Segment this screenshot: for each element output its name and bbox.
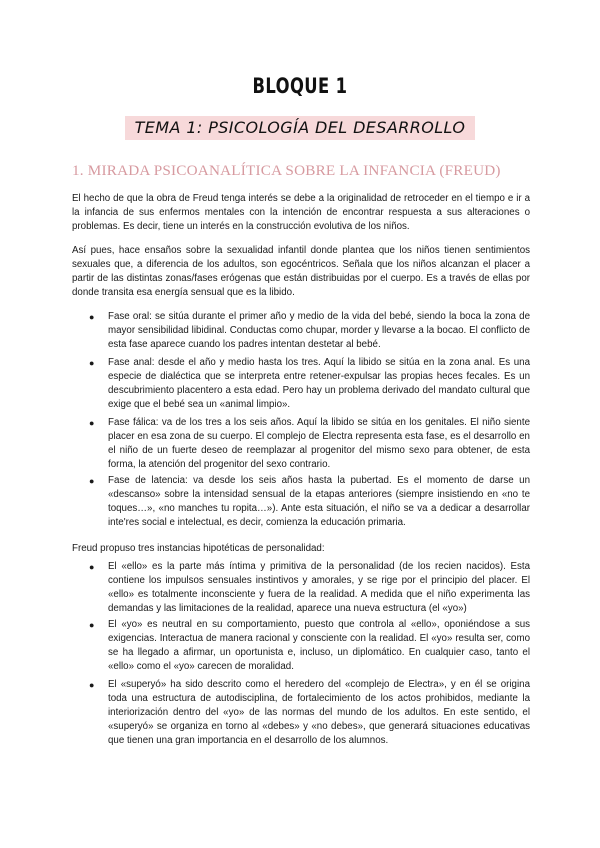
paragraph-sexuality: Así pues, hace ensaños sobre la sexualidad infantil donde plantea que los niños tienen sentimientos sexuales que, a diferencia de los adultos, son egocéntricos. Señala que los niños alcanzan el placer a partir de las distintas zonas/fases erógenas que están distribuidas por el cuerpo. Es a través de ellas por donde transita esa energía sensual que es la libido.: [72, 245, 530, 298]
block-title: BLOQUE 1: [252, 74, 348, 98]
list-item-phase-phallic: Fase fálica: va de los tres a los seis años. Aquí la libido se sitúa en los genitales. El niño siente placer en esa zona de su cuerpo. El complejo de Electra representa esta fase, es el desarrollo en el niño de un fuerte deseo de reemplazar al progenitor del mismo sexo para obtener, de esta forma, la atención del progenitor del sexo contrario.: [108, 417, 530, 470]
theme-title: TEMA 1: PSICOLOGÍA DEL DESARROLLO: [125, 116, 476, 140]
list-item-phase-oral: Fase oral: se sitúa durante el primer año y medio de la vida del bebé, siendo la boca la zona de mayor sensibilidad libidinal. Conductas como chupar, morder y llevarse a la bocao. El conflicto de esta fase aparece cuando los padres intentan destetar al bebé.: [108, 311, 530, 350]
paragraph-instances: Freud propuso tres instancias hipotéticas de personalidad:: [72, 543, 325, 554]
list-item-phase-anal: Fase anal: desde el año y medio hasta los tres. Aquí la libido se sitúa en la zona anal. Es una especie de dialéctica que se interpreta entre retener-expulsar las propias heces fecales. Es un descubrimiento placentero a esta edad. Pero hay un problema derivado del mandato cultural que exige que el bebé sea un «animal limpio».: [108, 357, 530, 410]
list-item-phase-latency: Fase de latencia: va desde los seis años hasta la pubertad. Es el momento de darse un «descanso» sobre la intensidad sensual de la etapas anteriores (siempre insistiendo en «no te toques…», «no manches tu ropita…»). Ante esta situación, el niño se va a dedicar a desarrollar inte'res social e intelectual, es decir, comienza la educación primaria.: [108, 475, 530, 528]
bullet-icon: ●: [89, 476, 95, 486]
bullet-icon: ●: [89, 680, 95, 690]
section-title: 1. MIRADA PSICOANALÍTICA SOBRE LA INFANCIA (FREUD): [72, 162, 501, 179]
bullet-icon: ●: [89, 312, 95, 322]
paragraph-intro: El hecho de que la obra de Freud tenga interés se debe a la originalidad de retroceder en el tiempo e ir a la infancia de sus enfermos mentales con la intención de encontrar respuesta a sus alteraciones o problemas. Es decir, tiene un interés en la construcción evolutiva de los niños.: [72, 193, 530, 232]
bullet-icon: ●: [89, 562, 95, 572]
list-item-yo: El «yo» es neutral en su comportamiento, puesto que controla al «ello», oponiéndose a sus exigencias. Interactua de manera racional y consciente con la realidad. El «yo» resulta ser, como se ha llegado a afirmar, un oportunista e, incluso, un diplomático. En cualquier caso, tanto el «ello» como el «yo» carecen de moralidad.: [108, 619, 530, 672]
bullet-icon: ●: [89, 620, 95, 630]
theme-title-wrapper: [0, 116, 600, 140]
list-item-superyo: El «superyó» ha sido descrito como el heredero del «complejo de Electra», y en él se origina toda una estructura de autodisciplina, de fortalecimiento de los actos prohibidos, mediante la interiorización dentro del «yo» de las normas del mundo de los adultos. En este sentido, el «superyó» se organiza en torno al «debes» y «no debes», que generará situaciones educativas que tienen una gran importancia en el desarrollo de los alumnos.: [108, 679, 530, 746]
bullet-icon: ●: [89, 418, 95, 428]
bullet-icon: ●: [89, 358, 95, 368]
list-item-ello: El «ello» es la parte más íntima y primitiva de la personalidad (de los recien nacidos). Esta contiene los impulsos sensuales instintivos y amorales, y se rige por el principio del placer. El «ello» es totalmente inconsciente y fuera de la realidad. A medida que el niño experimenta las demandas y las limitaciones de la realidad, aparece una nueva estructura (el «yo»): [108, 561, 530, 614]
